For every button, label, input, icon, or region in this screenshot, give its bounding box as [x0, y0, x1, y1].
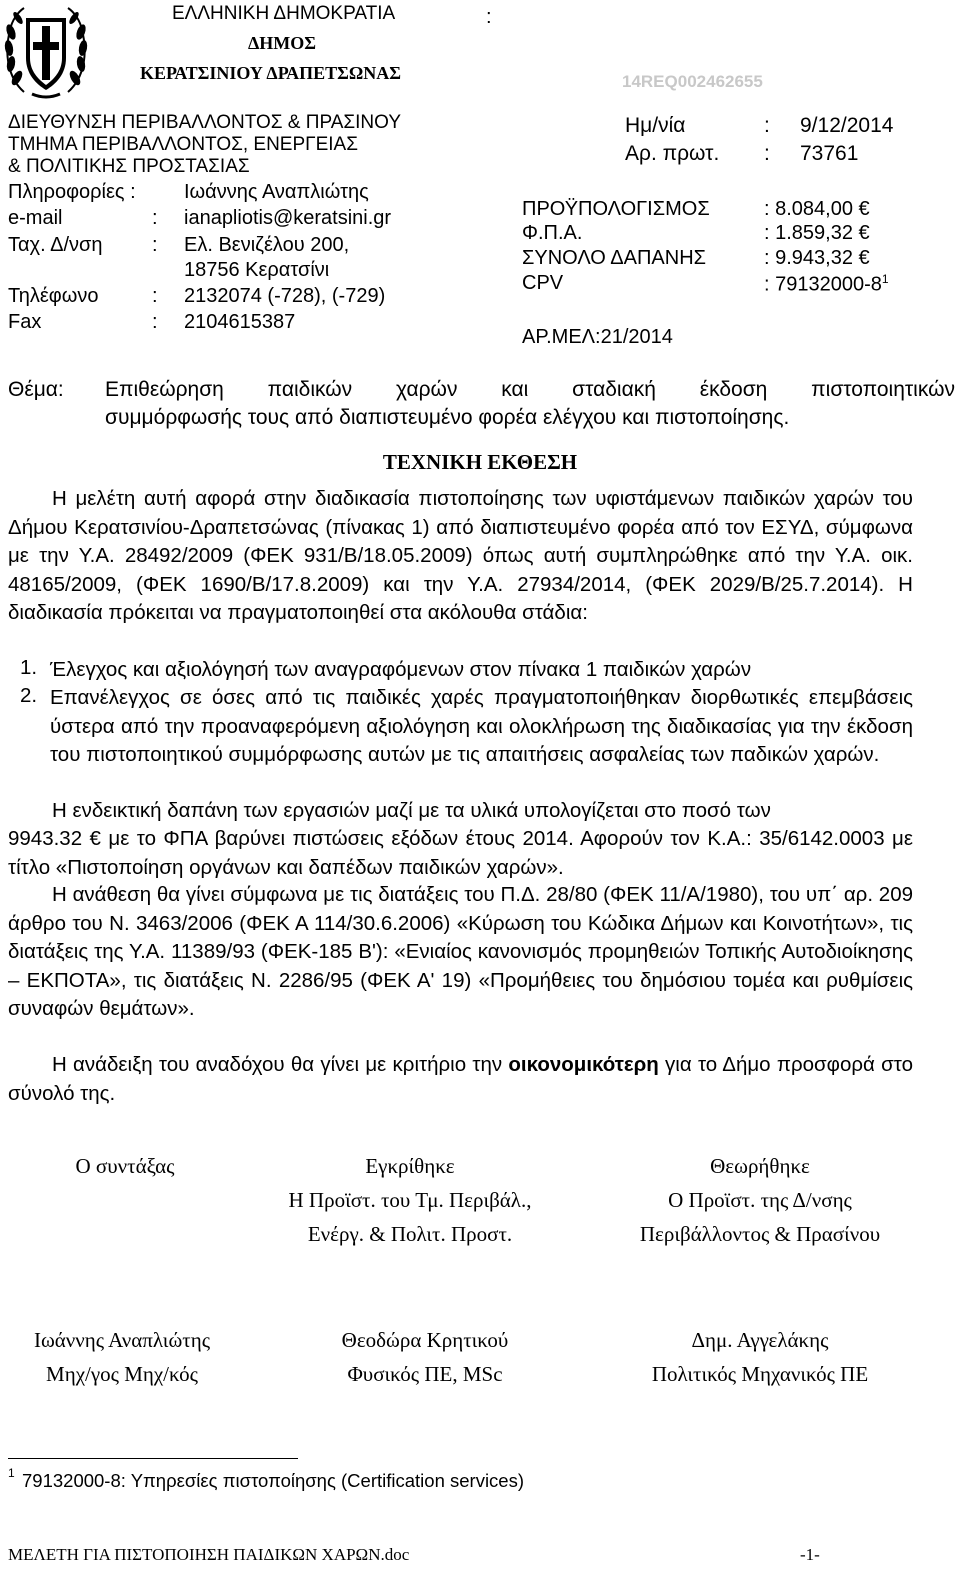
protocol-number: 73761: [800, 142, 859, 165]
approver-role-1: Η Προϊστ. του Τμ. Περιβάλ.,: [288, 1188, 532, 1212]
reviewer-role-2: Περιβάλλοντος & Πρασίνου: [639, 1222, 881, 1246]
award-text-post: για το Δήμο προσφορά στο σύνολό της.: [8, 1053, 913, 1105]
approver-role-2: Ενέργ. & Πολιτ. Προστ.: [307, 1222, 513, 1246]
award-text-pre: Η ανάδειξη του αναδόχου θα γίνει με κριτήριο την: [52, 1053, 509, 1076]
republic-title: ΕΛΛΗΝΙΚΗ ΔΗΜΟΚΡΑΤΙΑ: [172, 3, 396, 24]
protocol-label: Αρ. πρωτ.: [625, 142, 720, 165]
award-paragraph: [8, 1051, 913, 1108]
info-label: Πληροφορίες :: [8, 181, 136, 203]
date-label: Ημ/νία: [625, 114, 686, 137]
address-line-1: Ελ. Βενιζέλου 200,: [184, 234, 350, 256]
fax-sep: :: [152, 311, 158, 333]
author-title: Μηχ/γος Μηχ/κός: [46, 1362, 198, 1386]
study-number: ΑΡ.ΜΕΛ:21/2014: [522, 326, 673, 348]
footer-page-number: -1-: [800, 1545, 820, 1564]
address-sep: :: [152, 234, 158, 256]
fax-label: Fax: [8, 311, 42, 333]
cost-paragraph-line-1: Η ενδεικτική δαπάνη των εργασιών μαζί με τα υλικά υπολογίζεται στο ποσό των: [52, 799, 771, 822]
vat-value: : 1.859,32 €: [764, 222, 870, 244]
approver-title: Φυσικός ΠΕ, MSc: [347, 1362, 503, 1386]
item-1-number: 1.: [20, 656, 38, 679]
email-sep: :: [152, 207, 158, 229]
date-sep: :: [764, 114, 770, 137]
email-link[interactable]: ianapliotis@keratsini.gr: [184, 207, 392, 229]
cpv-label: CPV: [522, 272, 564, 294]
reviewer-role-1: Ο Προϊστ. της Δ/νσης: [668, 1188, 852, 1212]
footnote-separator: [8, 1458, 298, 1459]
total-label: ΣΥΝΟΛΟ ΔΑΠΑΝΗΣ: [522, 247, 707, 269]
budget-label: ΠΡΟΫΠΟΛΟΓΙΣΜΟΣ: [522, 198, 710, 220]
footnote-number: 1: [8, 1466, 15, 1480]
email-label: e-mail: [8, 207, 63, 229]
reviewer-title: Πολιτικός Μηχανικός ΠΕ: [651, 1362, 869, 1386]
address-line-2: 18756 Κερατσίνι: [184, 259, 330, 281]
reviewer-name: Δημ. Αγγελάκης: [691, 1328, 829, 1352]
greek-coat-of-arms-emblem: [2, 2, 90, 102]
municipality-label: ΔΗΜΟΣ: [248, 33, 317, 53]
author-heading: Ο συντάξας: [75, 1154, 175, 1178]
fax-value: 2104615387: [184, 311, 296, 333]
subject-label: Θέμα:: [8, 378, 64, 401]
info-value: Ιωάννης Αναπλιώτης: [184, 181, 369, 203]
date-value: 9/12/2014: [800, 114, 894, 137]
footer-filename: ΜΕΛΕΤΗ ΓΙΑ ΠΙΣΤΟΠΟΙΗΣΗ ΠΑΙΔΙΚΩΝ ΧΑΡΩΝ.doc: [8, 1545, 410, 1564]
directorate-name: ΔΙΕΥΘΥΝΣΗ ΠΕΡΙΒΑΛΛΟΝΤΟΣ & ΠΡΑΣΙΝΟΥ: [8, 112, 401, 133]
address-label: Ταχ. Δ/νση: [8, 234, 103, 256]
reference-code: 14REQ002462655: [622, 72, 763, 91]
cost-paragraph: 9943.32 € με το ΦΠΑ βαρύνει πιστώσεις εξόδων έτους 2014. Αφορούν τον Κ.Α.: 35/6142.0003 με τίτλο «Πιστοποίηση οργάνων και δαπέδων παιδικών χαρών».: [8, 827, 913, 879]
item-2-text: Επανέλεγχος σε όσες από τις παιδικές χαρές πραγματοποιήθηκαν διορθωτικές επεμβάσεις ύστερα από την προαναφερόμενη αξιολόγηση και ολοκλήρωση της διαδικασίας για την έκδοση του πιστοποιητικού συμμόρφωσης αυτών με τις απαιτήσεις ασφαλείας των παδικών χαρών.: [50, 686, 913, 766]
reviewed-heading: Θεωρήθηκε: [710, 1154, 810, 1178]
item-2-number: 2.: [20, 684, 38, 707]
colon-mark: :: [486, 6, 492, 28]
assignment-paragraph: Η ανάθεση θα γίνει σύμφωνα με τις διατάξεις του Π.Δ. 28/80 (ΦΕΚ 11/Α/1980), του υπ΄ αρ. 209 άρθρο του Ν. 3463/2006 (ΦΕΚ Α 114/30.6.2006) «Κύρωση του Κώδικα Δήμων και Κοινοτήτων», τις διατάξεις της Υ.Α. 11389/93 (ΦΕΚ-185 Β'): «Ενιαίος κανονισμός προμηθειών Τοπικής Αυτοδιοίκησης – ΕΚΠΟΤΑ», τις διατάξεις Ν. 2286/95 (ΦΕΚ Α' 19) «Προμήθειες του δημόσιου τομέα και ρυθμίσεις συναφών θεμάτων».: [8, 883, 913, 1020]
approved-heading: Εγκρίθηκε: [365, 1154, 455, 1178]
approver-name: Θεοδώρα Κρητικού: [341, 1328, 509, 1352]
protocol-sep: :: [764, 142, 770, 165]
item-1-text: Έλεγχος και αξιολόγησή των αναγραφόμενων στον πίνακα 1 παιδικών χαρών: [50, 658, 752, 681]
budget-value: : 8.084,00 €: [764, 198, 870, 220]
footnote-text: 79132000-8: Υπηρεσίες πιστοποίησης (Certification services): [22, 1470, 525, 1491]
total-value: : 9.943,32 €: [764, 247, 870, 269]
subject-line-1: Επιθεώρηση παιδικών χαρών και σταδιακή έκδοση πιστοποιητικών: [105, 378, 955, 401]
department-line-1: ΤΜΗΜΑ ΠΕΡΙΒΑΛΛΟΝΤΟΣ, ΕΝΕΡΓΕΙΑΣ: [8, 134, 358, 155]
intro-paragraph: Η μελέτη αυτή αφορά στην διαδικασία πιστοποίησης των υφιστάμενων παιδικών χαρών του Δήμου Κερατσινίου-Δραπετσώνας (πίνακας 1) από διαπιστευμένο φορέα από τον ΕΣΥΔ, σύμφωνα με την Υ.Α. 28492/2009 (ΦΕΚ 931/Β/18.05.2009) όπως αυτή συμπληρώθηκε από την Υ.Α. οικ. 48165/2009, (ΦΕΚ 1690/Β/17.8.2009) και την Υ.Α. 27934/2014, (ΦΕΚ 2029/Β/25.7.2014). Η διαδικασία πρόκειται να πραγματοποιηθεί στα ακόλουθα στάδια:: [8, 487, 913, 624]
phone-value: 2132074 (-728), (-729): [184, 285, 386, 307]
phone-label: Τηλέφωνο: [8, 285, 99, 307]
author-name: Ιωάννης Αναπλιώτης: [33, 1328, 211, 1352]
phone-sep: :: [152, 285, 158, 307]
subject-line-2: συμμόρφωσής τους από διαπιστευμένο φορέα ελέγχου και πιστοποίησης.: [105, 406, 790, 429]
cpv-value: [764, 272, 889, 297]
award-criterion: οικονομικότερη: [508, 1053, 659, 1076]
department-line-2: & ΠΟΛΙΤΙΚΗΣ ΠΡΟΣΤΑΣΙΑΣ: [8, 156, 250, 177]
cpv-footnote-ref: 1: [881, 272, 889, 286]
municipality-name: ΚΕΡΑΤΣΙΝΙΟΥ ΔΡΑΠΕΤΣΩΝΑΣ: [140, 63, 402, 83]
vat-label: Φ.Π.Α.: [522, 222, 583, 244]
report-title: ΤΕΧΝΙΚΗ ΕΚΘΕΣΗ: [382, 450, 578, 474]
cpv-code: : 79132000-8: [764, 273, 882, 296]
